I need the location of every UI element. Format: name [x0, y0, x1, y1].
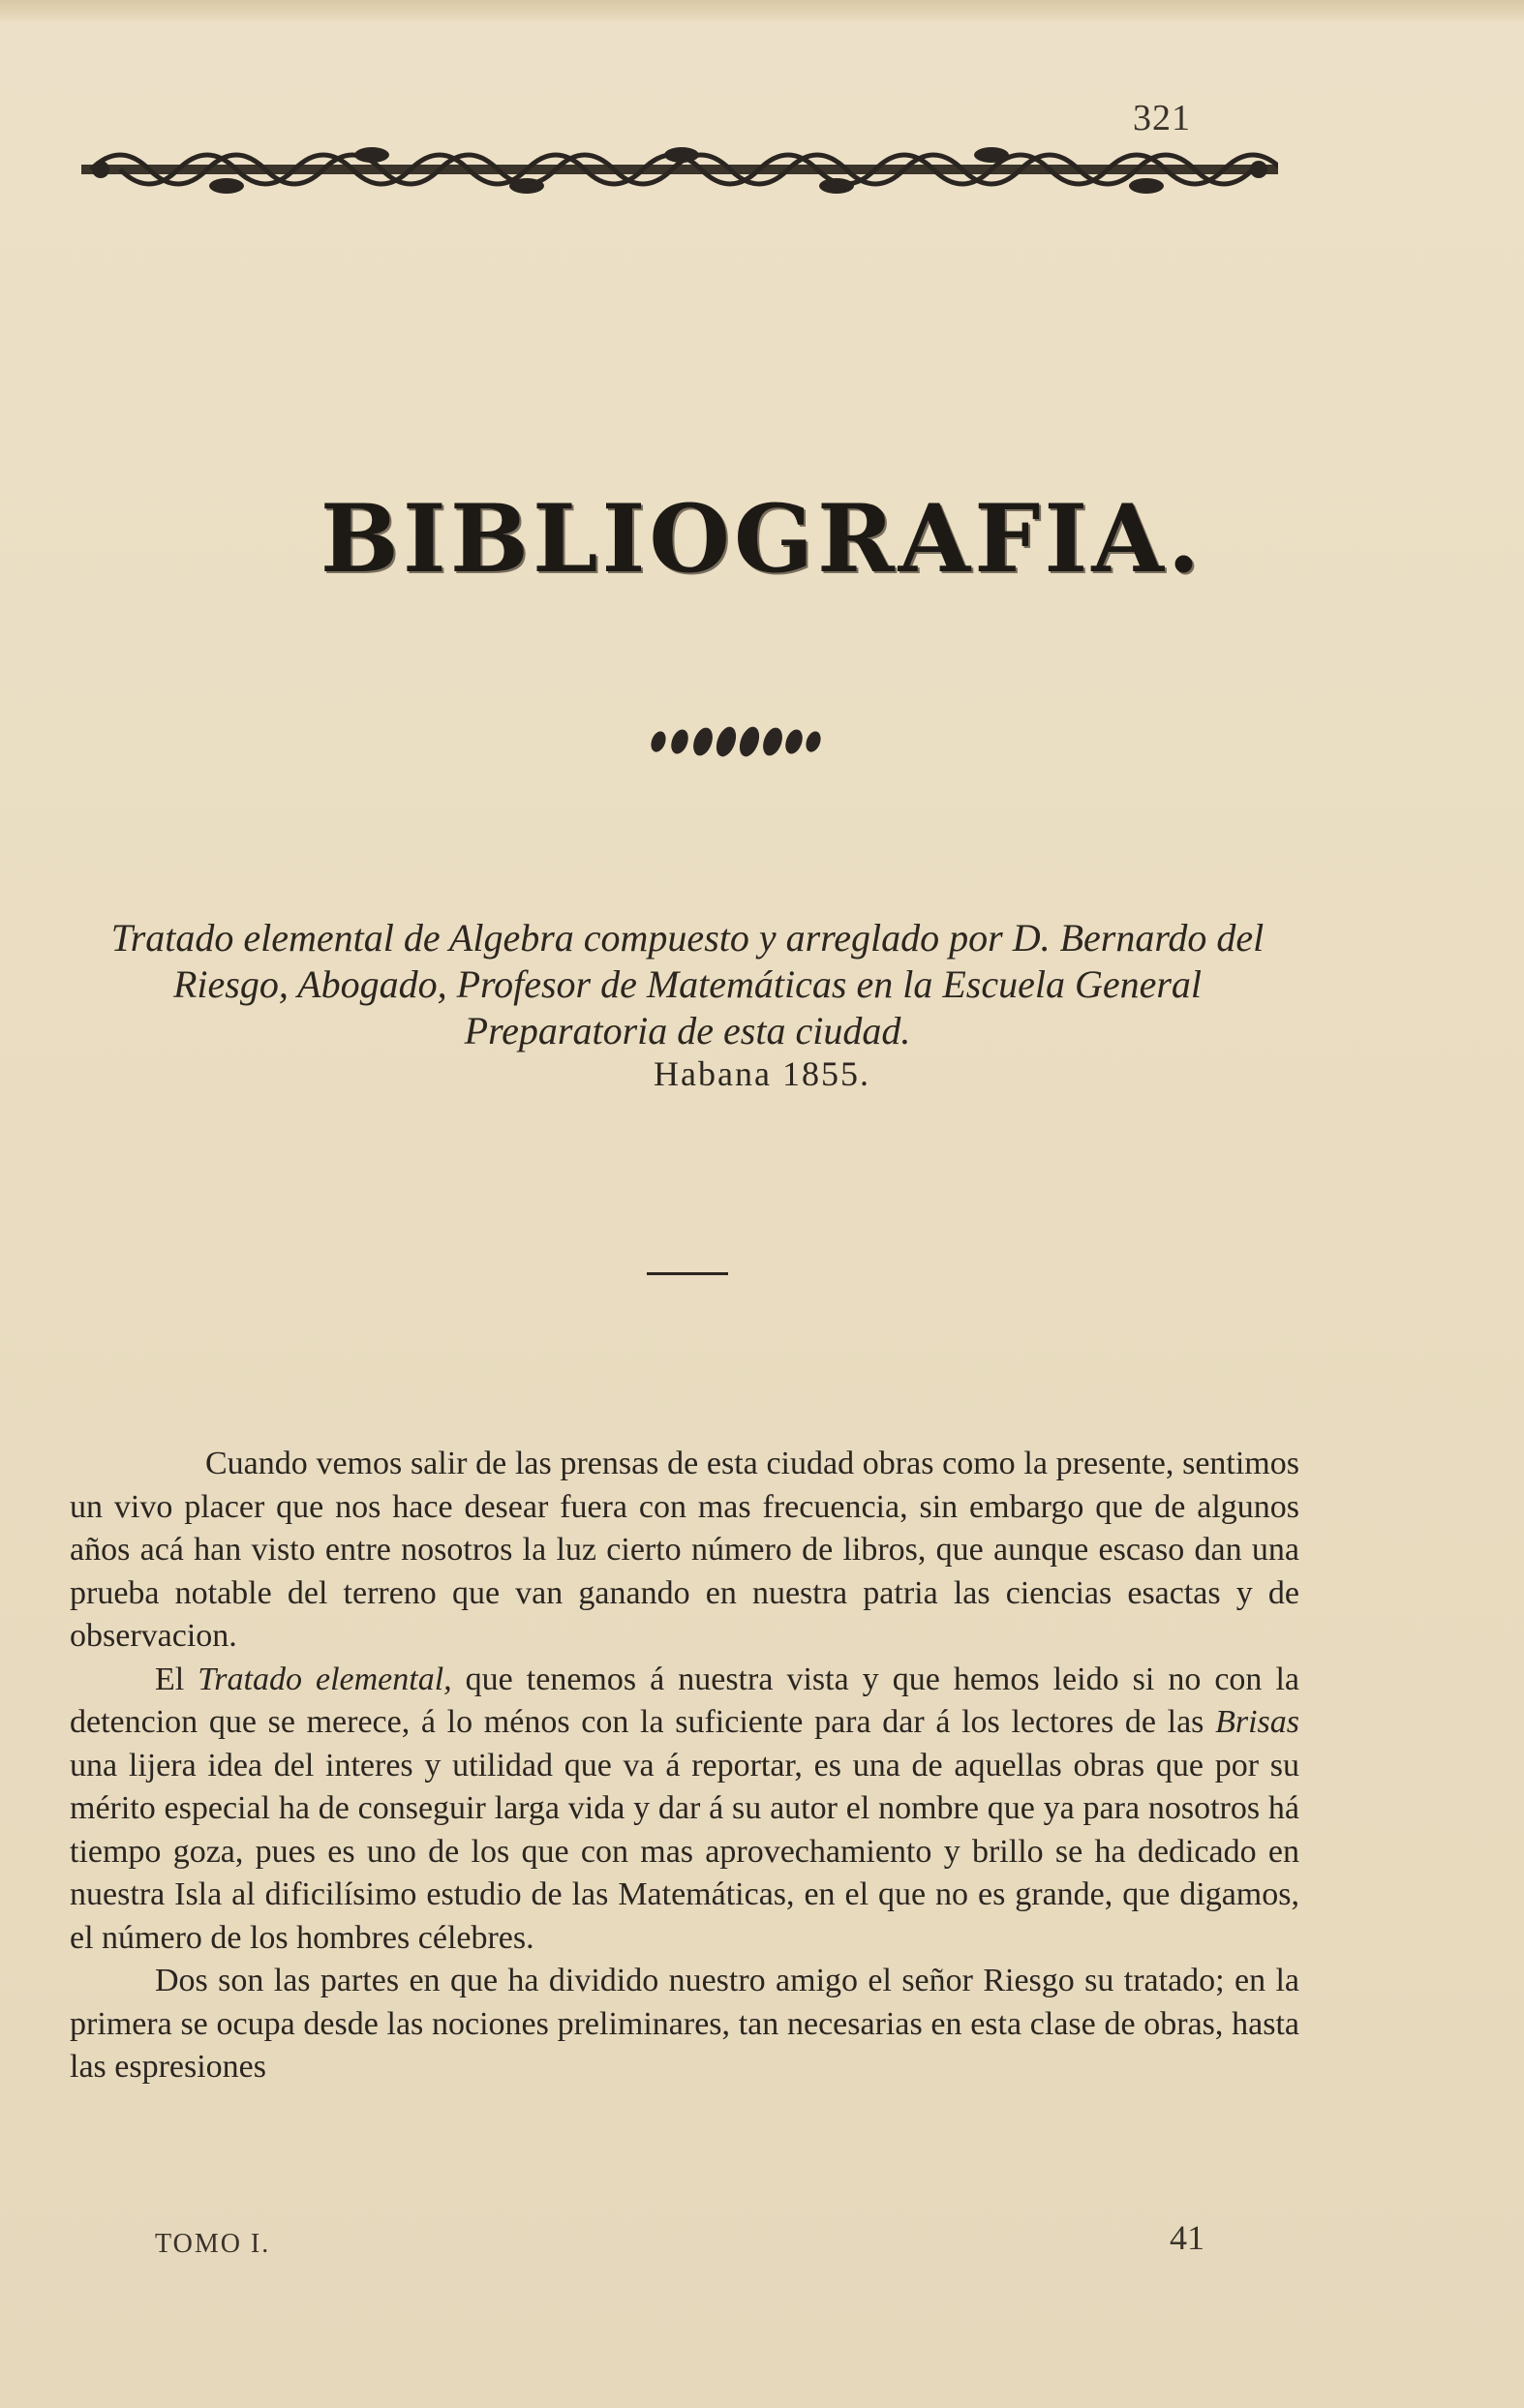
paragraph-2 — [70, 1659, 1299, 1961]
signature-number: 41 — [1170, 2218, 1204, 2257]
ornamental-border-band — [81, 136, 1278, 203]
paragraph-3: Dos son las partes en que ha dividido nuestro amigo el señor Riesgo su tratado; en la primera se ocupa desde las nociones preliminares, tan necesarias en esta clase de obras, hasta las espresiones — [70, 1963, 1299, 2085]
paragraph-2-italic-brisas: Brisas — [1215, 1704, 1299, 1740]
paragraph-2-middle: que tenemos á nuestra vista y que hemos leido si no con la detencion que se merece, á lo ménos con la suficiente para dar á los lectores de las — [70, 1661, 1299, 1740]
paragraph-2-italic-title: Tratado elemental, — [198, 1661, 452, 1697]
volume-signature: TOMO I. — [155, 2229, 271, 2259]
divider-ornament — [639, 716, 833, 765]
paragraph-2-tail: una lijera idea del interes y utilidad que va á reportar, es una de aquellas obras que por su mérito especial ha de conseguir larga vida y dar á su autor el nombre que ya para nosotros há tiempo goza, pues es uno de los que con mas aprovechamiento y brillo se ha dedicado en nuestra Isla al dificilísimo estudio de las Matemáticas, en el que no es grande, que digamos, el número de los hombres célebres. — [70, 1747, 1299, 1956]
section-heading: BIBLIOGRAFIA. — [320, 484, 1204, 594]
page-number: 321 — [1133, 98, 1191, 138]
article-body — [70, 1443, 1299, 2089]
imprint-line: Habana 1855. — [654, 1054, 870, 1093]
page-top-edge — [0, 0, 1524, 21]
book-title: Tratado elemental de Algebra compuesto y arreglado por D. Bernardo del Riesgo, Abogado, Profesor de Matemáticas en la Escuela General Preparatoria de esta ciudad. — [110, 916, 1265, 1052]
paragraph-1: Cuando vemos salir de las prensas de esta ciudad obras como la presente, sentimos un vivo placer que nos hace desear fuera con mas frecuencia, sin embargo que de algunos años acá han visto entre nosotros la luz cierto número de libros, que aunque escaso dan una prueba notable del terreno que van ganando en nuestra patria las ciencias esactas y de observacion. — [70, 1446, 1299, 1654]
paragraph-2-lead: El — [155, 1661, 198, 1697]
separator-rule — [647, 1272, 728, 1275]
